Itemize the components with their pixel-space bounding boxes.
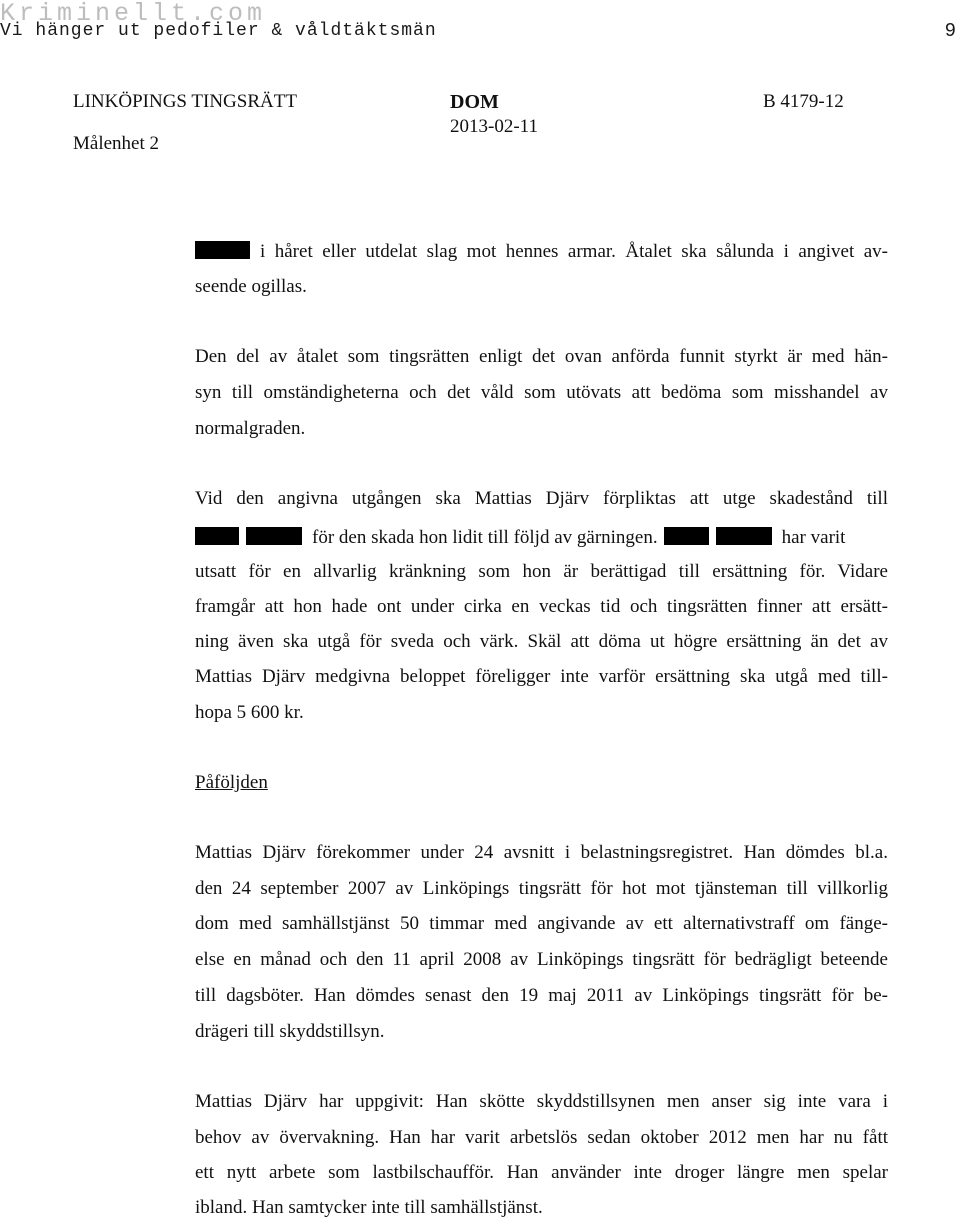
court-unit: Målenhet 2: [73, 133, 160, 154]
document-type: DOM: [450, 91, 499, 113]
document-date: 2013-02-11: [450, 116, 538, 137]
para2-line3: normalgraden.: [195, 418, 306, 439]
para1-line1-text: i håret eller utdelat slag mot hennes armar. Åtalet ska sålunda i angivet av-: [260, 241, 888, 262]
para3-line5: ning även ska utgå för sveda och värk. Skäl att döma ut högre ersättning än det av: [195, 631, 888, 652]
redaction-box: [195, 527, 239, 545]
para1-line1: [195, 240, 888, 264]
para4-line6: drägeri till skyddstillsyn.: [195, 1021, 385, 1042]
redaction-box: [246, 527, 302, 545]
para3-line1: Vid den angivna utgången ska Mattias Djärv förpliktas att utge skadestånd till: [195, 488, 888, 509]
page-number: 9: [944, 20, 956, 42]
para2-line2: syn till omständigheterna och det våld som utövats att bedöma som misshandel av: [195, 382, 888, 403]
para5-line4: ibland. Han samtycker inte till samhällstjänst.: [195, 1197, 543, 1218]
case-number: B 4179-12: [763, 91, 844, 112]
para4-line5: till dagsböter. Han dömdes senast den 19 maj 2011 av Linköpings tingsrätt för be-: [195, 985, 888, 1006]
para3-line7: hopa 5 600 kr.: [195, 702, 304, 723]
para4-line1: Mattias Djärv förekommer under 24 avsnitt i belastningsregistret. Han dömdes bl.a.: [195, 842, 888, 863]
para3-line4: framgår att hon hade ont under cirka en veckas tid och tingsrätten finner att ersätt-: [195, 596, 888, 617]
site-watermark: Kriminellt.com: [0, 0, 267, 28]
para4-line3: dom med samhällstjänst 50 timmar med angivande av ett alternativstraff om fänge-: [195, 913, 888, 934]
para3-line3: utsatt för en allvarlig kränkning som hon är berättigad till ersättning för. Vidare: [195, 561, 888, 582]
para5-line3: ett nytt arbete som lastbilschaufför. Han använder inte droger längre men spelar: [195, 1162, 888, 1183]
redaction-box: [195, 241, 250, 259]
para3-line2-text-a: för den skada hon lidit till följd av gärningen.: [312, 527, 658, 548]
redaction-box: [716, 527, 772, 545]
para5-line1: Mattias Djärv har uppgivit: Han skötte skyddstillsynen men anser sig inte vara i: [195, 1091, 888, 1112]
section-heading: Påföljden: [195, 772, 268, 793]
para3-line2: [195, 526, 845, 550]
redaction-box: [664, 527, 709, 545]
court-name: LINKÖPINGS TINGSRÄTT: [73, 91, 297, 112]
para4-line2: den 24 september 2007 av Linköpings tingsrätt för hot mot tjänsteman till villkorlig: [195, 878, 888, 899]
para3-line6: Mattias Djärv medgivna beloppet föreligger inte varför ersättning ska utgå med till-: [195, 666, 888, 687]
para5-line2: behov av övervakning. Han har varit arbetslös sedan oktober 2012 men har nu fått: [195, 1127, 888, 1148]
site-tagline: Vi hänger ut pedofiler & våldtäktsmän: [0, 21, 437, 41]
para4-line4: else en månad och den 11 april 2008 av Linköpings tingsrätt för bedrägligt beteende: [195, 949, 888, 970]
para3-line2-text-b: har varit: [781, 527, 846, 548]
para1-line2: seende ogillas.: [195, 276, 307, 297]
para2-line1: Den del av åtalet som tingsrätten enligt det ovan anförda funnit styrkt är med hän-: [195, 346, 888, 367]
